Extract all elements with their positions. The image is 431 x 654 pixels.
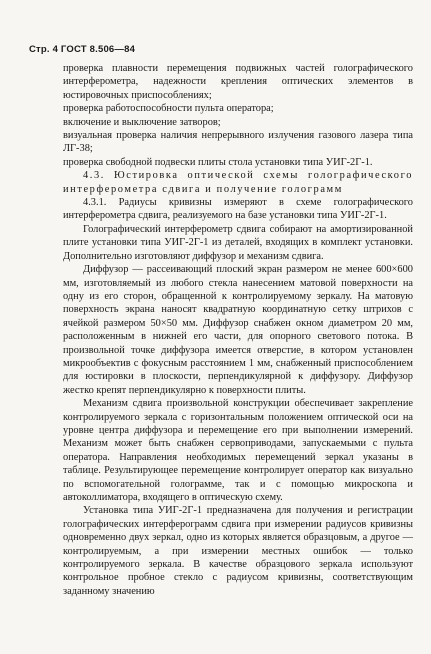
paragraph: Голографический интерферометр сдвига собирают на амортизированной плите установки типа УИГ-2Г-1 из деталей, входящих в комплект установки. Дополнительно изготовляют диффузор и механизм сдвига. [63, 223, 413, 262]
paragraph: Установка типа УИГ-2Г-1 предназначена для получения и регистрации голографических интерферограмм сдвига при измерении радиусов кривизны одновременно двух зеркал, одно из которых является образцовым, а другое — контролируемым, а при измерении местных ошибок — только контролируемого зеркала. В качестве образцового зеркала используют контрольное пробное стекло с радиусом кривизны, соответствующим заданному значению [63, 505, 413, 597]
paragraph: проверка свободной подвески плиты стола установки типа УИГ-2Г-1. [63, 156, 373, 168]
paragraph: 4.3.1. Радиусы кривизны измеряют в схеме голографического интерферометра сдвига, реализуемого на базе установки типа УИГ-2Г-1. [63, 197, 413, 222]
document-body [63, 62, 413, 598]
section-heading: 4.3. Юстировка оптической схемы голографического интерферометра сдвига и получение голограмм [63, 170, 413, 195]
paragraph: Механизм сдвига произвольной конструкции обеспечивает закрепление контролируемого зеркала с горизонтальным положением оптической оси на уровне центра диффузора и перемещение его при выполнении измерений. Механизм может быть снабжен сервоприводами, запускаемыми с пульта оператора. Направления необходимых перемещений зеркал указаны в таблице. Результирующее перемещение контролирует оператор как визуально по вспомогательной голограмме, так и с помощью микроскопа и автоколлиматора, входящего в оптическую схему. [63, 398, 413, 503]
paragraph: Диффузор — рассеивающий плоский экран размером не менее 600×600 мм, изготовляемый из любого стекла нанесением матовой поверхности на одну из его сторон, обращенной к контролируемому зеркалу. На матовую поверхность экрана наносят квадратную координатную сетку штрихов с ячейкой размером 50×50 мм. Диффузор снабжен окном диаметром 20 мм, расположенным в нижней его части, для опорного светового потока. В произвольной точке диффузора имеется отверстие, в котором установлен микрообъектив с фокусным расстоянием 1 мм, снабженный приспособлением для юстировки в плоскости, перпендикулярной к диффузору. Диффузор жестко крепят перпендикулярно к поверхности плиты. [63, 264, 413, 396]
paragraph: проверка плавности перемещения подвижных частей голографического интерферометра, надежности крепления оптических элементов в юстировочных приспособлениях; [63, 63, 413, 101]
paragraph: проверка работоспособности пульта оператора; [63, 103, 274, 115]
paragraph: визуальная проверка наличия непрерывного излучения газового лазера типа ЛГ-38; [63, 130, 413, 155]
paragraph: включение и выключение затворов; [63, 116, 221, 128]
page-header: Стр. 4 ГОСТ 8.506—84 [29, 44, 136, 55]
